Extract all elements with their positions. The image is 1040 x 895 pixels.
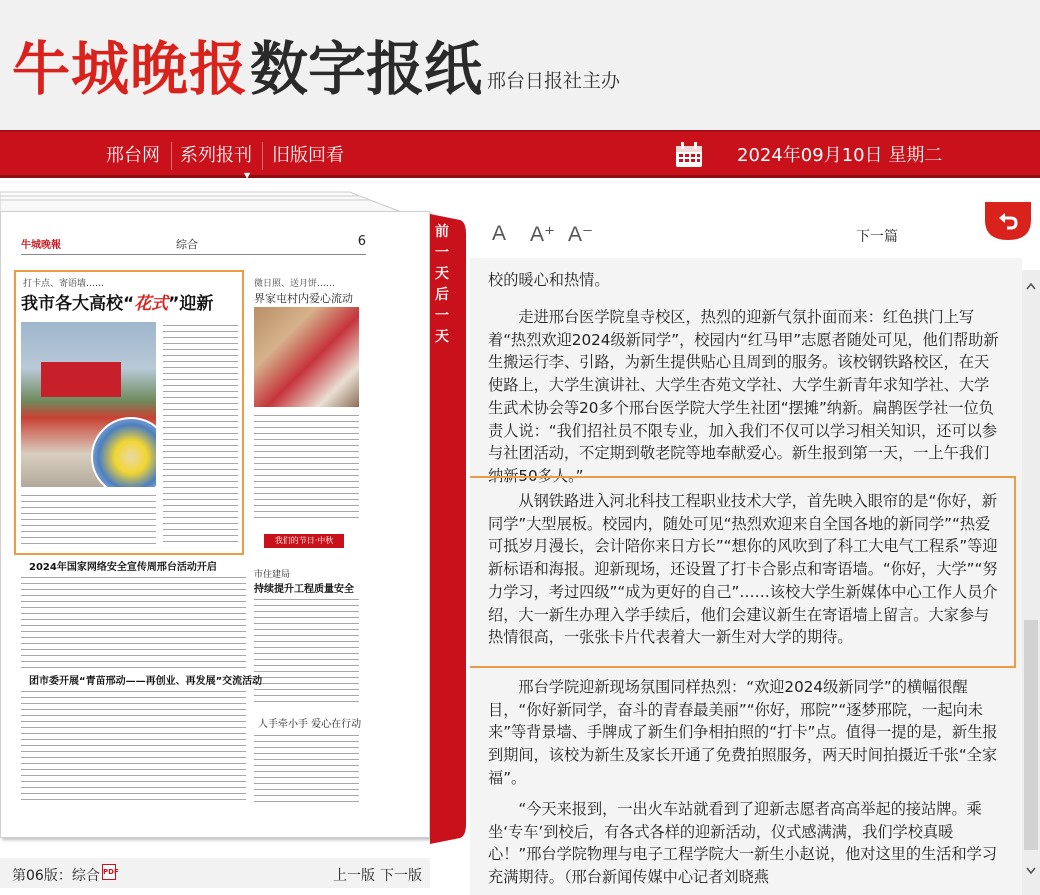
main-nav <box>0 130 1040 178</box>
article-kicker: 市住建局 <box>254 570 291 580</box>
tab-char: 一 <box>435 308 449 324</box>
pdf-icon[interactable]: PDF <box>102 864 116 880</box>
tab-char: 后 <box>435 287 449 303</box>
nav-item-old-version[interactable]: 旧版回看 <box>272 145 344 166</box>
side-article-kicker: 微日照、送月饼…… <box>254 279 336 289</box>
brand-subtitle: 数字报纸 <box>250 35 483 103</box>
article-headline[interactable]: 人手牵小手 爱心在行动 <box>258 719 362 730</box>
scroll-down-icon[interactable] <box>1025 864 1037 876</box>
article-paragraph: 从钢铁路进入河北科技工程职业技术大学，首先映入眼帘的是“你好，新同学”大型展板。校园内，随处可见“热烈欢迎来自全国各地的新同学”“热爱可抵岁月漫长，会计陪你来日方长”“想你的风吹到了科工大电气工程系”等迎新标语和海报。迎新现场，还设置了打卡合影点和寄语墙。“你好，大学”“努力学习，考过四级”“成为更好的自己”……该校大学生新媒体中心工作人员介绍，大一新生办理入学手续后，他们会建议新生在寄语墙上留言。大家参与热情很高，一张张卡片代表着大一新生对大学的期待。 <box>488 492 998 647</box>
page-footer <box>0 858 430 888</box>
lead-article-highlight[interactable] <box>14 270 244 555</box>
festival-tag: 我们的节日·中秋 <box>264 534 344 548</box>
back-icon[interactable] <box>985 202 1031 242</box>
paragraph-highlight <box>470 476 1016 668</box>
next-article-link[interactable]: 下一篇 <box>856 229 898 245</box>
tab-char: 一 <box>435 245 449 261</box>
font-default-button[interactable]: A <box>492 222 507 245</box>
chevron-down-icon[interactable]: ▼ <box>244 171 251 180</box>
article-text <box>21 688 246 803</box>
side-article-title[interactable]: 界家屯村内爱心流动 <box>254 292 353 305</box>
nav-item-series-papers[interactable]: 系列报刊 <box>180 145 252 166</box>
tab-char: 天 <box>435 329 449 345</box>
nav-item-xingtai-net[interactable]: 邢台网 <box>106 145 160 166</box>
site-header <box>0 0 1040 130</box>
article-paragraph: 走进邢台医学院皇寺校区，热烈的迎新气氛扑面而来：红色拱门上写着“热烈欢迎2024级新同学”，校园内“红马甲”志愿者随处可见，他们帮助新生搬运行李、引路，为新生提供贴心且周到的服务。该校钢铁路校区，在天使路上，大学生演讲社、大学生杏苑文学社、大学生新青年求知学社、大学生武术协会等20多个邢台医学院大学生社团“摆摊”纳新。扁鹊医学社一位负责人说：“我们招社员不限专业，加入我们不仅可以学习相关知识，还可以参与社团活动，不定期到敬老院等地奉献爱心。新生报到第一天，一上午我们纳新50多人。” <box>488 308 999 485</box>
article-headline[interactable]: 2024年国家网络安全宣传周邢台活动开启 <box>29 562 217 573</box>
font-larger-button[interactable]: A⁺ <box>530 223 556 246</box>
title-suffix: ”迎新 <box>168 294 214 314</box>
page-section: 综合 <box>176 238 198 251</box>
brand-logo[interactable]: 牛城晚报 <box>12 35 249 103</box>
tab-char: 天 <box>435 266 449 282</box>
prev-page-link[interactable]: 上一版 <box>333 868 375 884</box>
nav-divider <box>262 142 263 170</box>
article-text <box>21 574 246 669</box>
current-date: 2024年09月10日 星期二 <box>737 145 943 166</box>
font-smaller-button[interactable]: A⁻ <box>568 223 594 246</box>
newspaper-page-thumbnail[interactable] <box>0 211 430 838</box>
masthead-rule <box>21 254 366 255</box>
article-headline[interactable]: 持续提升工程质量安全 <box>254 584 354 595</box>
tab-char: 前 <box>435 224 449 240</box>
scroll-up-icon[interactable] <box>1025 281 1037 293</box>
side-article-text <box>254 412 359 522</box>
scrollbar-thumb[interactable] <box>1024 620 1038 850</box>
title-prefix: 我市各大高校“ <box>21 294 135 314</box>
page-label: 第06版：综合 <box>12 868 100 884</box>
page-logo: 牛城晚報 <box>21 240 61 251</box>
next-page-link[interactable]: 下一版 <box>380 868 422 884</box>
article-text <box>254 732 359 804</box>
page-masthead <box>21 236 366 254</box>
day-switch-tab-label[interactable] <box>433 222 451 348</box>
reader-toolbar <box>470 214 1040 258</box>
page-number: 6 <box>357 234 366 249</box>
article-paragraph: 邢台学院迎新现场氛围同样热烈：“欢迎2024级新同学”的横幅很醒目，“你好新同学，奋斗的青春最美丽”“你好，邢院”“逐梦邢院，一起向未来”等背景墙、手牌成了新生们争相拍照的“打卡”点。值得一提的是，新生报到期间，该校为新生及家长开通了免费拍照服务，两天时间拍摄近千张“全家福”。 <box>488 678 998 787</box>
article-reader[interactable] <box>470 258 1022 895</box>
article-text <box>254 596 359 706</box>
nav-divider <box>171 142 172 170</box>
article-headline[interactable]: 团市委开展“青苗邢动——再创业、再发展”交流活动 <box>29 676 263 687</box>
lead-article-kicker: 打卡点、寄语墙…… <box>23 279 105 289</box>
organizer-label: 邢台日报社主办 <box>487 70 621 92</box>
calendar-icon[interactable] <box>675 142 703 168</box>
title-highlight: 花式 <box>134 294 169 314</box>
side-article-photo <box>254 307 359 407</box>
article-paragraph: 校的暖心和热情。 <box>488 271 610 289</box>
article-paragraph: “今天来报到，一出火车站就看到了迎新志愿者高高举起的接站牌。乘坐‘专车’到校后，有各式各样的迎新活动，仪式感满满，我们学校真暖心！”邢台学院物理与电子工程学院大一新生小赵说，他对这里的生活和学习充满期待。（邢台新闻传媒中心记者刘晓燕 <box>488 800 998 887</box>
